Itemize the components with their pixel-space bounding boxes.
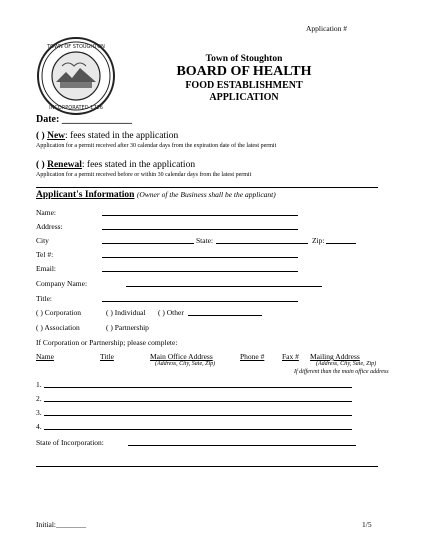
renewal-checkbox[interactable]: ( ) xyxy=(36,160,45,170)
company-name-label: Company Name: xyxy=(36,279,88,288)
city-input[interactable] xyxy=(102,243,194,244)
col-title-header: Title xyxy=(100,352,114,361)
name-input[interactable] xyxy=(102,215,298,216)
name-label: Name: xyxy=(36,208,56,217)
applicant-heading: Applicant's Information xyxy=(36,190,135,200)
row-1-label: 1. xyxy=(36,380,42,389)
city-label: City xyxy=(36,236,49,245)
seal-text-bottom: INCORPORATED 1726 xyxy=(49,105,103,111)
other-input[interactable] xyxy=(188,315,262,316)
company-name-input[interactable] xyxy=(126,286,322,287)
address-label: Address: xyxy=(36,222,63,231)
col-main-office-sub: (Address, City, Sate, Zip) xyxy=(155,361,216,367)
state-label: State: xyxy=(196,236,214,245)
address-input[interactable] xyxy=(102,229,298,230)
individual-option[interactable]: ( ) Individual xyxy=(106,308,146,317)
seal-text-top: TOWN OF STOUGHTON xyxy=(47,44,105,50)
corp-instruction: If Corporation or Partnership; please complete: xyxy=(36,338,178,347)
partnership-option[interactable]: ( ) Partnership xyxy=(106,323,149,332)
col-main-office-header: Main Office Address xyxy=(150,352,213,361)
section-divider-bottom xyxy=(36,466,378,467)
row-2-input[interactable] xyxy=(44,401,352,402)
initial-field[interactable]: Initial:________ xyxy=(36,520,86,529)
col-name-header: Name xyxy=(36,352,54,361)
col-mailing-header: Mailing Address xyxy=(310,352,360,361)
new-checkbox[interactable]: ( ) xyxy=(36,131,45,141)
town-name: Town of Stoughton xyxy=(205,54,283,64)
date-input[interactable]: ______________ xyxy=(61,114,132,125)
state-input[interactable] xyxy=(216,243,308,244)
row-3-input[interactable] xyxy=(44,415,352,416)
title-input[interactable] xyxy=(102,301,298,302)
tel-input[interactable] xyxy=(102,257,298,258)
col-mailing-note: If different than the main office address xyxy=(294,369,389,375)
row-4-label: 4. xyxy=(36,422,42,431)
state-of-incorporation-label: State of Incorporation: xyxy=(36,438,104,447)
renewal-description: : fees stated in the application xyxy=(81,160,196,170)
application-number-label: Application # xyxy=(306,24,348,33)
zip-input[interactable] xyxy=(326,243,356,244)
board-title: BOARD OF HEALTH xyxy=(176,64,312,79)
row-3-label: 3. xyxy=(36,408,42,417)
form-title-line-1: FOOD ESTABLISHMENT xyxy=(185,80,303,91)
page-number: 1/5 xyxy=(362,520,372,529)
new-option-row[interactable] xyxy=(36,131,178,141)
row-2-label: 2. xyxy=(36,394,42,403)
email-label: Email: xyxy=(36,264,56,273)
row-1-input[interactable] xyxy=(44,387,352,388)
other-option[interactable]: ( ) Other xyxy=(158,308,184,317)
date-field-row xyxy=(36,114,132,125)
row-4-input[interactable] xyxy=(44,429,352,430)
corporation-option[interactable]: ( ) Corporation xyxy=(36,308,81,317)
section-divider-top xyxy=(36,187,378,188)
new-label: New xyxy=(47,131,66,141)
renewal-note: Application for a permit received before or within 30 calendar days from the latest permit xyxy=(36,172,252,178)
email-input[interactable] xyxy=(102,271,298,272)
new-note: Application for a permit received after 30 calendar days from the expiration date of the latest permit xyxy=(36,143,277,149)
title-label: Title: xyxy=(36,294,52,303)
applicant-heading-row xyxy=(36,190,276,200)
renewal-label: Renewal xyxy=(47,160,82,170)
col-mailing-sub: (Address, City, Sate, Zip) xyxy=(316,361,377,367)
col-fax-header: Fax # xyxy=(282,352,299,361)
date-label: Date: xyxy=(36,114,60,125)
zip-label: Zip: xyxy=(312,236,325,245)
association-option[interactable]: ( ) Association xyxy=(36,323,80,332)
form-title-line-2: APPLICATION xyxy=(209,92,279,103)
new-description: : fees stated in the application xyxy=(65,131,179,141)
state-of-incorporation-input[interactable] xyxy=(128,445,356,446)
col-phone-header: Phone # xyxy=(240,352,265,361)
tel-label: Tel #: xyxy=(36,250,54,259)
applicant-heading-note: (Owner of the Business shall be the applicant) xyxy=(136,190,276,199)
renewal-option-row[interactable] xyxy=(36,160,195,170)
